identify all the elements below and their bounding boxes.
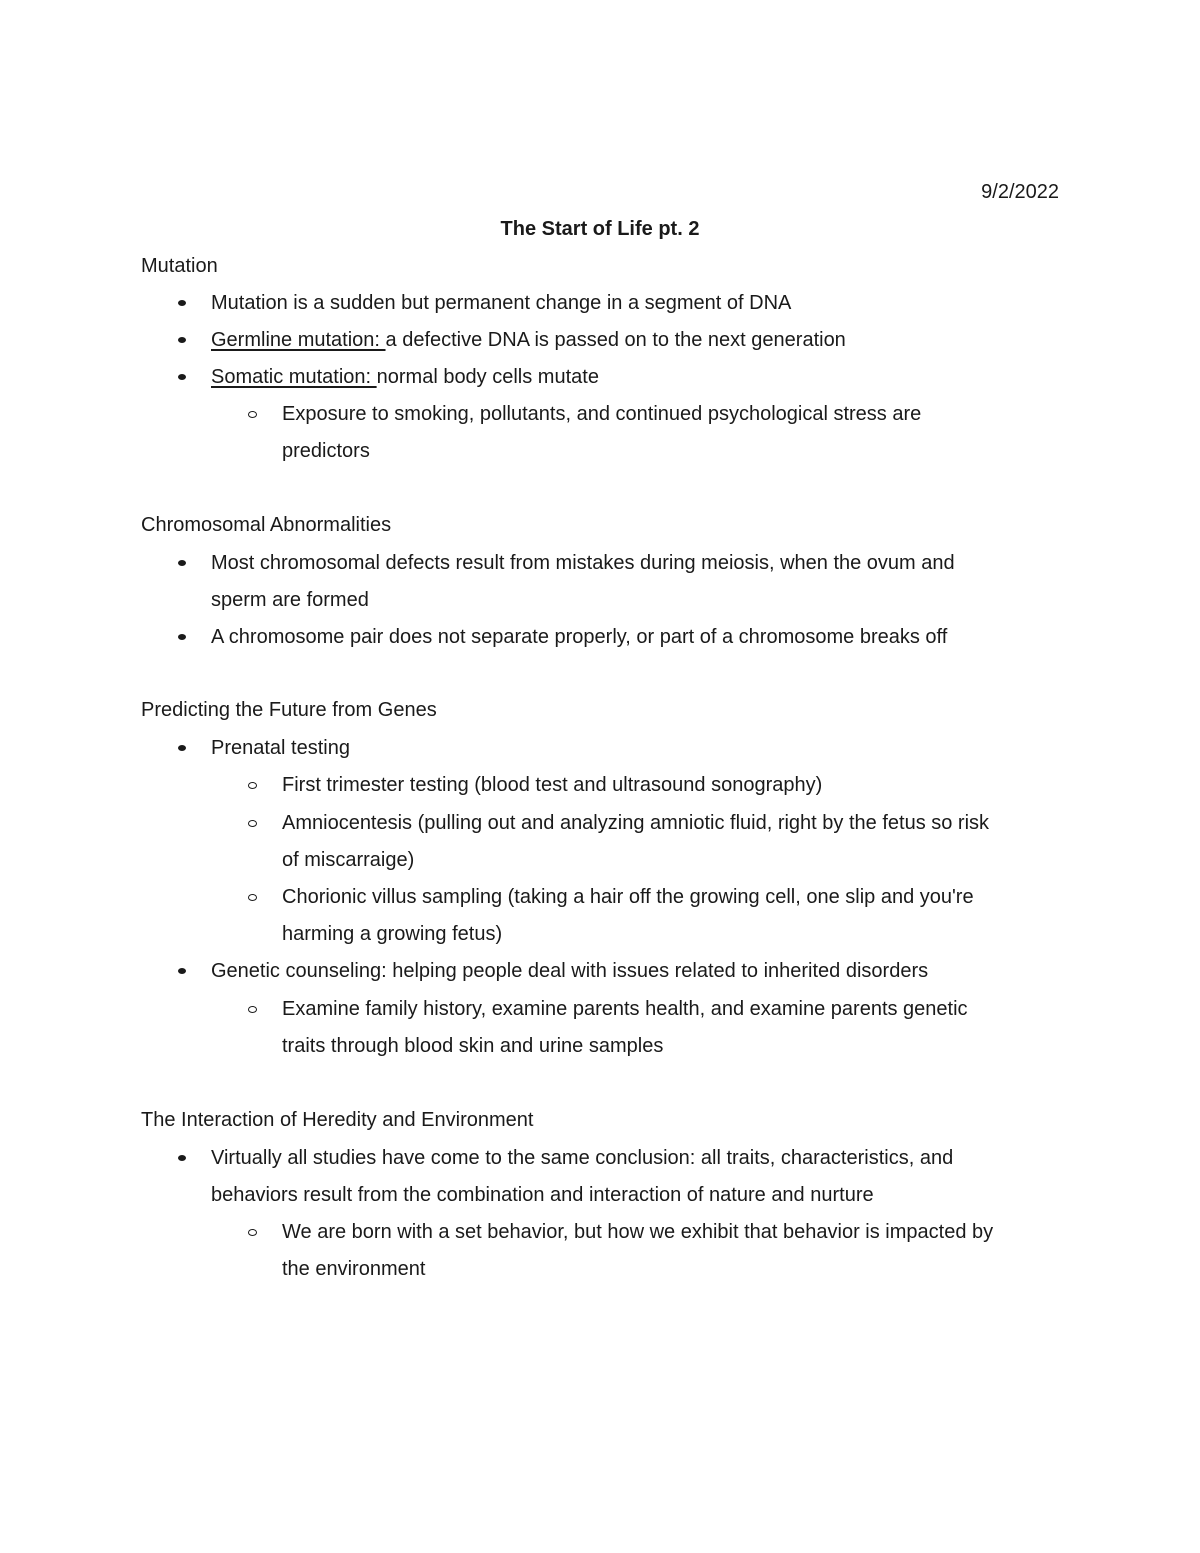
section-heading-heredity-and-environment: The Interaction of Heredity and Environment bbox=[141, 1109, 534, 1131]
bullet-dot-icon bbox=[178, 634, 186, 640]
bullet-dot-icon bbox=[178, 374, 186, 380]
document-title: The Start of Life pt. 2 bbox=[500, 218, 700, 240]
list-item bbox=[211, 359, 599, 396]
sub-list-item-continuation: of miscarraige) bbox=[282, 849, 415, 871]
sub-list-item: First trimester testing (blood test and ultrasound sonography) bbox=[282, 774, 823, 796]
list-item: Most chromosomal defects result from mistakes during meiosis, when the ovum and bbox=[211, 552, 955, 574]
bullet-dot-icon bbox=[178, 300, 186, 306]
definition-text: normal body cells mutate bbox=[376, 366, 599, 388]
bullet-dot-icon bbox=[178, 968, 186, 974]
sub-list-item: Examine family history, examine parents health, and examine parents genetic bbox=[282, 998, 968, 1020]
sub-list-item: Chorionic villus sampling (taking a hair off the growing cell, one slip and you're bbox=[282, 886, 974, 908]
section-heading-chromosomal-abnormalities: Chromosomal Abnormalities bbox=[141, 514, 392, 536]
list-item bbox=[211, 322, 846, 359]
sub-list-item-continuation: traits through blood skin and urine samples bbox=[282, 1035, 664, 1057]
list-item: Mutation is a sudden but permanent change in a segment of DNA bbox=[211, 292, 792, 314]
section-heading-mutation: Mutation bbox=[141, 255, 218, 277]
sub-list-item: Exposure to smoking, pollutants, and continued psychological stress are bbox=[282, 403, 922, 425]
term-somatic-mutation: Somatic mutation: bbox=[211, 366, 377, 388]
sub-list-item-continuation: predictors bbox=[282, 440, 370, 462]
bullet-circle-icon bbox=[248, 782, 257, 789]
list-item: Virtually all studies have come to the same conclusion: all traits, characteristics, and bbox=[211, 1147, 954, 1169]
bullet-circle-icon bbox=[248, 1229, 257, 1236]
definition-text: a defective DNA is passed on to the next generation bbox=[385, 329, 846, 351]
sub-list-item-continuation: harming a growing fetus) bbox=[282, 923, 503, 945]
sub-list-item: We are born with a set behavior, but how we exhibit that behavior is impacted by bbox=[282, 1221, 994, 1243]
bullet-dot-icon bbox=[178, 1155, 186, 1161]
bullet-circle-icon bbox=[248, 411, 257, 418]
bullet-circle-icon bbox=[248, 820, 257, 827]
sub-list-item-continuation: the environment bbox=[282, 1258, 426, 1280]
document-date: 9/2/2022 bbox=[981, 181, 1059, 203]
list-item-continuation: sperm are formed bbox=[211, 589, 369, 611]
section-heading-predicting-the-future: Predicting the Future from Genes bbox=[141, 699, 437, 721]
bullet-circle-icon bbox=[248, 894, 257, 901]
list-item: Genetic counseling: helping people deal with issues related to inherited disorders bbox=[211, 960, 929, 982]
bullet-dot-icon bbox=[178, 560, 186, 566]
list-item: A chromosome pair does not separate properly, or part of a chromosome breaks off bbox=[211, 626, 948, 648]
list-item-continuation: behaviors result from the combination and interaction of nature and nurture bbox=[211, 1184, 874, 1206]
list-item: Prenatal testing bbox=[211, 737, 350, 759]
bullet-circle-icon bbox=[248, 1006, 257, 1013]
bullet-dot-icon bbox=[178, 745, 186, 751]
sub-list-item: Amniocentesis (pulling out and analyzing amniotic fluid, right by the fetus so risk bbox=[282, 812, 990, 834]
bullet-dot-icon bbox=[178, 337, 186, 343]
term-germline-mutation: Germline mutation: bbox=[211, 329, 386, 351]
